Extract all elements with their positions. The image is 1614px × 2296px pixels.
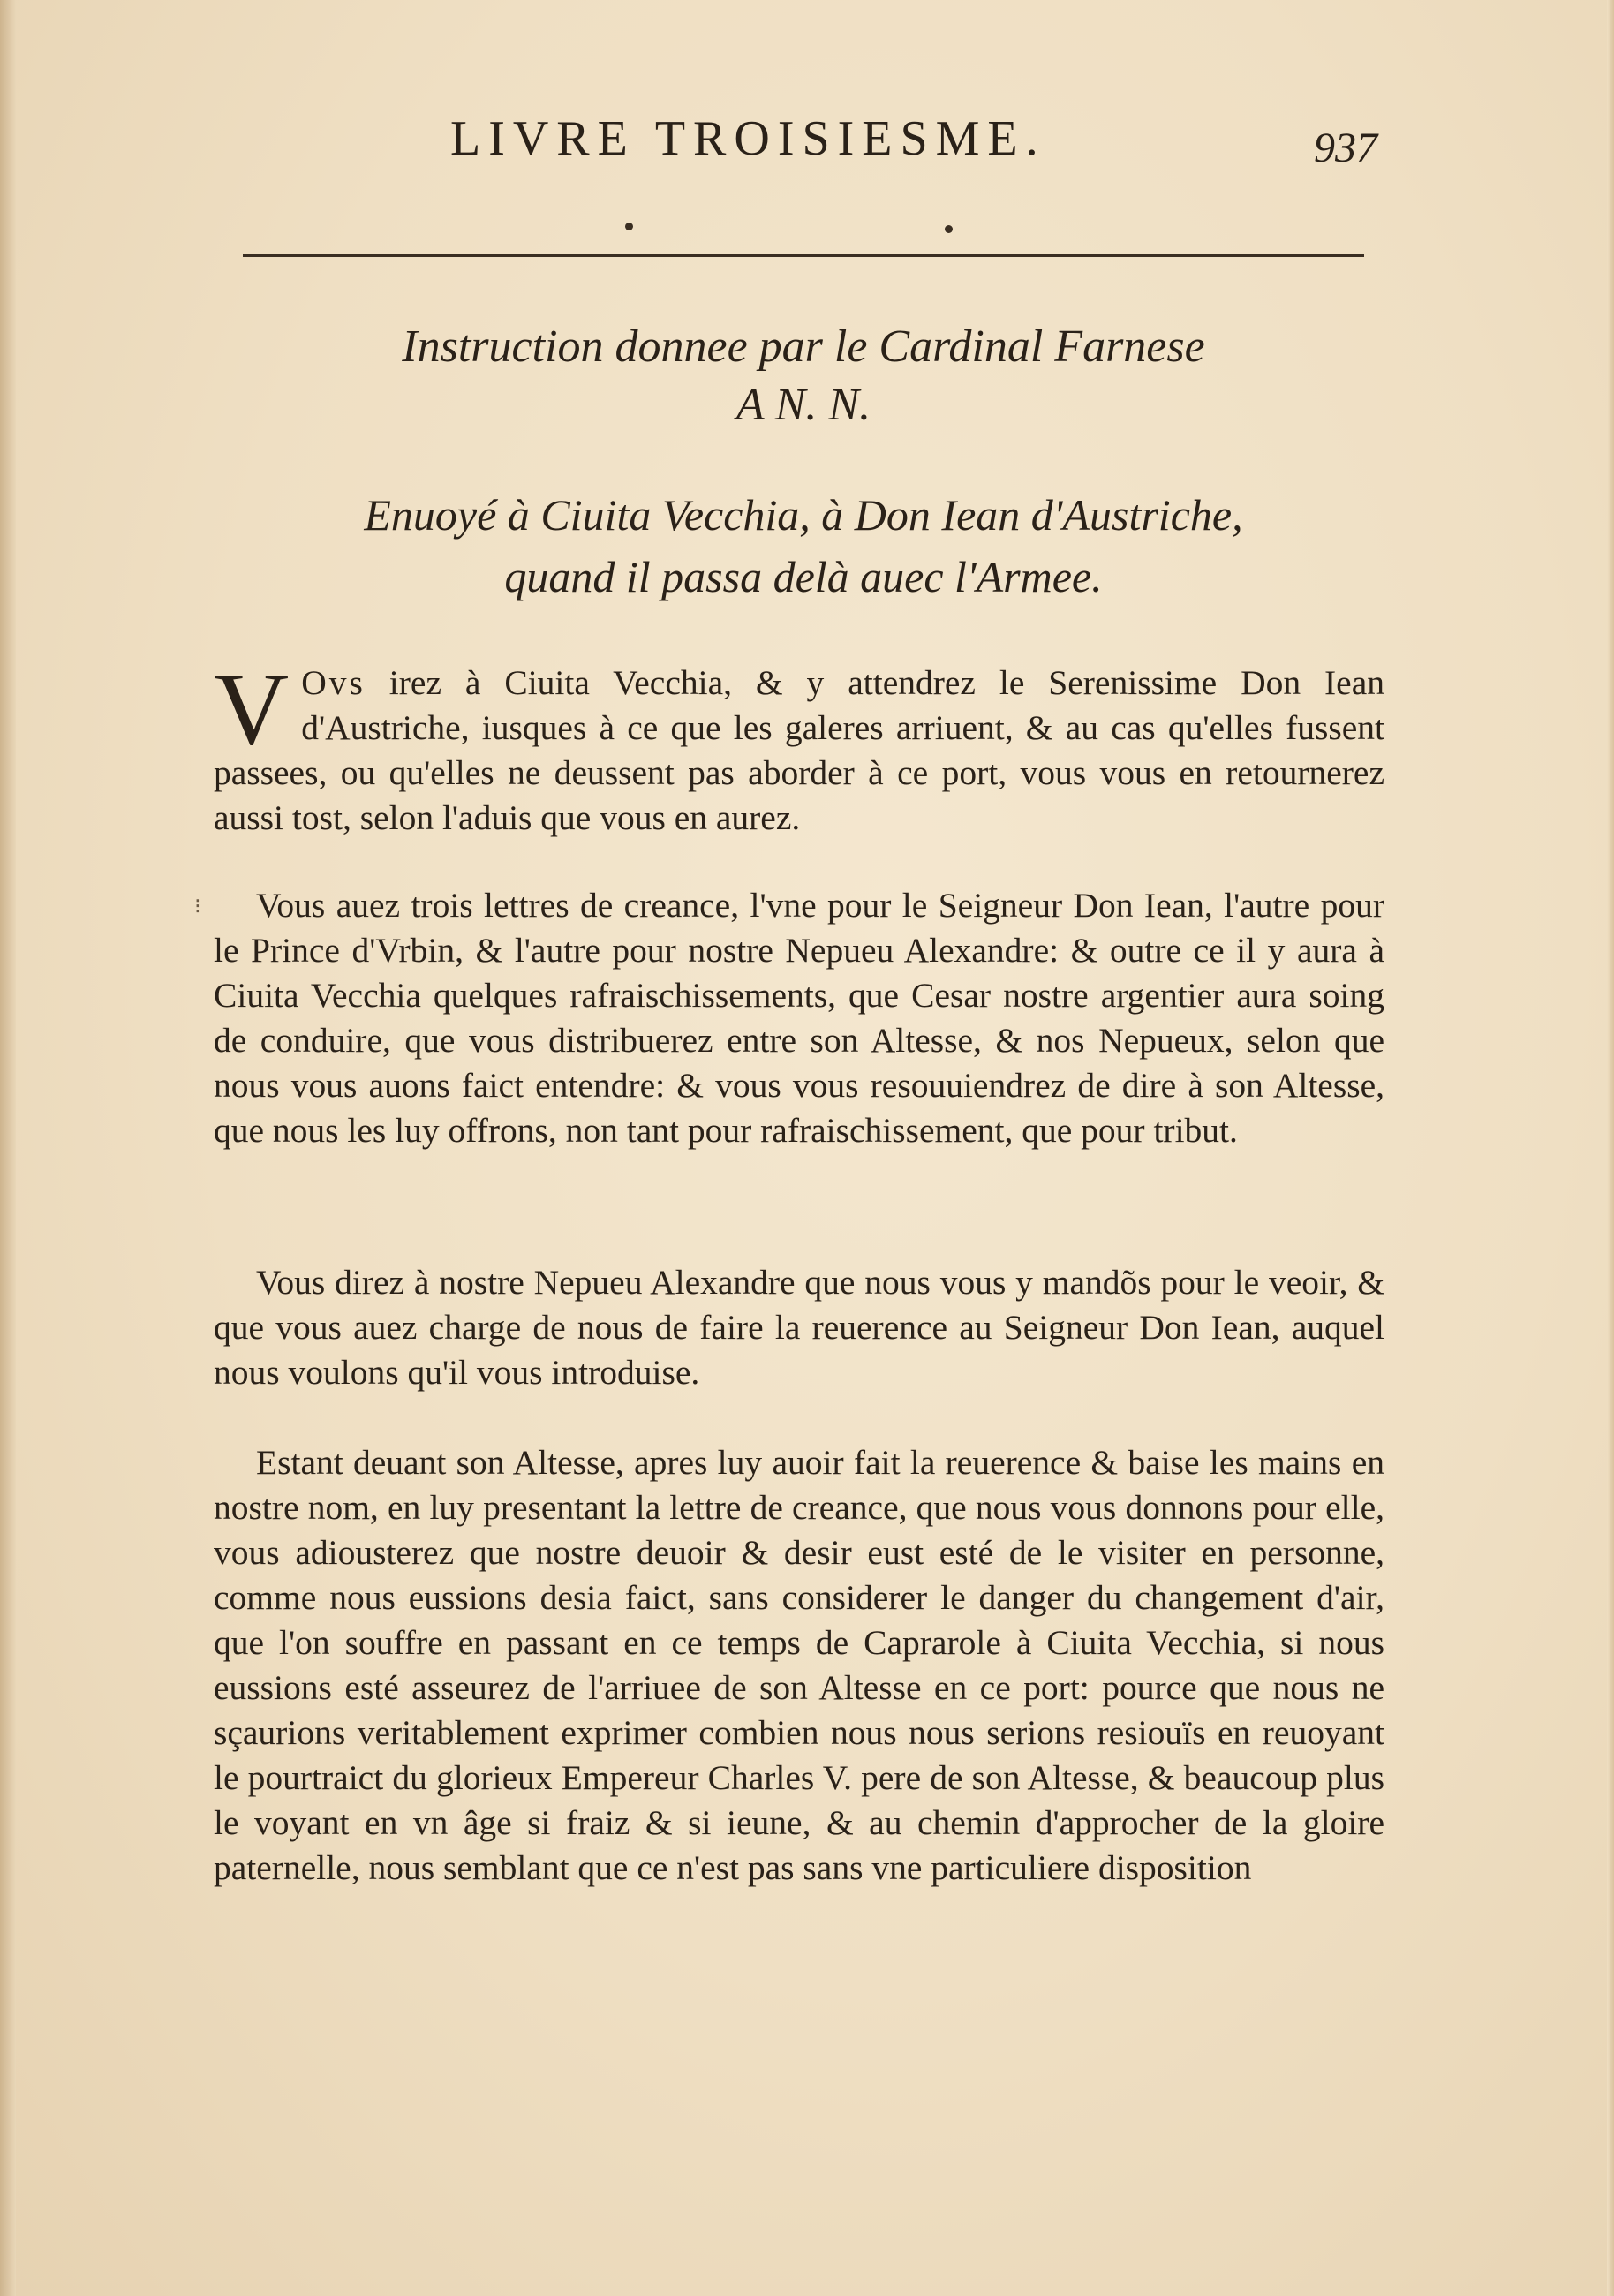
section-title-line2: A N. N. xyxy=(735,380,871,430)
header-rule xyxy=(243,254,1364,257)
paragraph-4: Estant deuant son Altesse, apres luy auoir fait la reuerence & baise les mains en nostre nom, en luy presentant la lettre de creance, que nous vous donnons pour elle, vous adiousterez que nostre deuoir & desir eust esté de le visiter en personne, comme nous eussions desia faict, sans considerer le danger du changement d'air, que l'on souffre en passant en ce temps de Caprarole à Ciuita Vecchia, si nous eussions esté asseurez de l'arriuee de son Altesse en ce port: pource que nous ne sçaurions veritablement exprimer combien nous nous serions resiouïs en reuoyant le pourtraict du glorieux Empereur Charles V. pere de son Altesse, & beaucoup plus le voyant en vn âge si fraiz & si ieune, & au chemin d'approcher de la gloire paternelle, nous semblant que ce n'est pas sans vne particuliere disposition xyxy=(214,1443,1384,1887)
section-subtitle-line1: Enuoyé à Ciuita Vecchia, à Don Iean d'Austriche, xyxy=(364,490,1243,540)
drop-cap: V xyxy=(214,651,290,767)
paragraph-3: Vous direz à nostre Nepueu Alexandre que nous vous y mandõs pour le veoir, & que vous auez charge de nous de faire la reuerence au Seigneur Don Iean, auquel nous voulons qu'il vous introduise. xyxy=(214,1263,1384,1392)
page-right-edge xyxy=(1607,0,1614,2296)
paragraph-2: Vous auez trois lettres de creance, l'vne pour le Seigneur Don Iean, l'autre pour le Prince d'Vrbin, & l'autre pour nostre Nepueu Alexandre: & outre ce il y aura à Ciuita Vecchia quelques rafraischissements, que Cesar nostre argentier aura soing de conduire, que vous distribuerez entre son Altesse, & nos Nepueux, selon que nous vous auons faict entendre: & vous vous resouuiendrez de dire à son Altesse, que nous les luy offrons, non tant pour rafraischissement, que pour tribut. xyxy=(214,886,1384,1150)
ornament-dot-left xyxy=(625,223,633,230)
running-head: LIVRE TROISIESME. xyxy=(450,111,1046,166)
section-subtitle-line2: quand il passa delà auec l'Armee. xyxy=(504,552,1103,601)
marginal-mark: ⁝ xyxy=(194,895,201,918)
drop-cap-tail: Ovs xyxy=(301,663,366,702)
paragraph-1 xyxy=(214,651,1384,841)
page-number: 937 xyxy=(1314,125,1377,171)
section-title-line1: Instruction donnee par le Cardinal Farnese xyxy=(402,321,1205,372)
page-left-edge xyxy=(0,0,16,2296)
paragraph-1-text: irez à Ciuita Vecchia, & y attendrez le Serenissime Don Iean d'Austriche, iusques à ce que les galeres arriuent, & au cas qu'elles fussent passees, ou qu'elles ne deussent pas aborder à ce port, vous vous en retournerez aussi tost, selon l'aduis que vous en aurez. xyxy=(214,663,1384,837)
ornament-dot-right xyxy=(945,225,953,233)
